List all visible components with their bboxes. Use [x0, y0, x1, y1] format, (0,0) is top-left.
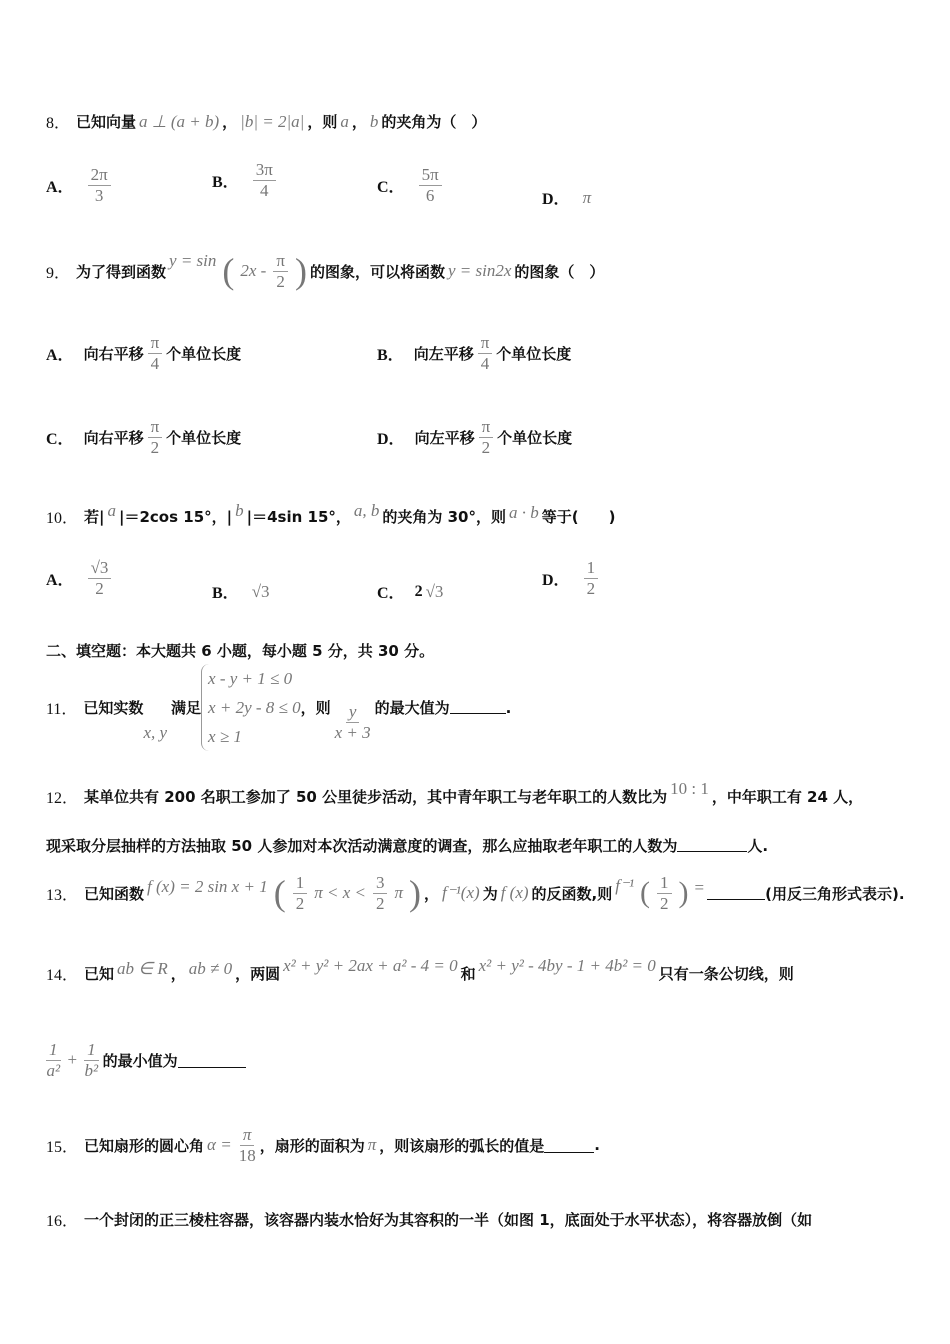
- denominator: b²: [84, 1060, 99, 1080]
- fraction: [657, 873, 672, 913]
- math: y = sin: [169, 251, 217, 270]
- question-text: 和: [460, 965, 476, 983]
- denominator: 2: [150, 437, 160, 457]
- question-text: |＝2cos 15°，|: [119, 508, 233, 526]
- question-15: [46, 1125, 600, 1165]
- option-b[interactable]: [212, 580, 273, 603]
- question-text: 已知扇形的圆心角: [84, 1136, 205, 1155]
- question-text: 的最大值为: [374, 699, 450, 717]
- question-text: 为: [482, 884, 498, 903]
- question-text: ，扇形的面积为: [259, 1136, 365, 1155]
- answer-blank[interactable]: [178, 1067, 246, 1068]
- question-text: ，: [424, 884, 440, 903]
- option-c[interactable]: [377, 580, 446, 603]
- option-label: B．: [377, 346, 404, 364]
- math: x, y: [143, 722, 168, 742]
- question-text: 若|: [84, 508, 105, 526]
- math: a ⊥ (a + b): [139, 111, 220, 131]
- question-text: .: [505, 698, 512, 717]
- option-text: 个单位长度: [496, 344, 572, 363]
- option-d[interactable]: [377, 417, 572, 457]
- numerator: π: [148, 417, 163, 438]
- inequality: x ≥ 1: [208, 727, 242, 746]
- numerator: 2π: [88, 165, 111, 186]
- question-number: 11．: [46, 701, 78, 718]
- math: b: [369, 111, 379, 131]
- fraction: [419, 165, 442, 205]
- numerator: 1: [84, 1040, 99, 1061]
- math: 2x -: [240, 261, 267, 280]
- math: √3: [425, 581, 444, 601]
- option-d[interactable]: [542, 186, 594, 209]
- math: π: [582, 187, 592, 207]
- fraction: [239, 1125, 256, 1165]
- math: f⁻¹(x): [442, 883, 480, 902]
- numerator: 1: [46, 1040, 61, 1061]
- numerator: π: [478, 333, 493, 354]
- option-label: B．: [212, 173, 239, 191]
- question-text: ，中年职工有 24 人，: [711, 788, 864, 806]
- question-text: 的夹角为 30°，则: [382, 508, 506, 526]
- fraction: [479, 417, 494, 457]
- option-label: C．: [377, 585, 405, 602]
- question-text: 等于( ): [541, 508, 616, 526]
- fraction: [148, 417, 163, 457]
- paren: ): [294, 251, 307, 291]
- question-text: 某单位共有 200 名职工参加了 50 公里徒步活动，其中青年职工与老年职工的人数比为: [84, 788, 668, 806]
- option-b[interactable]: [377, 333, 571, 373]
- question-number: 16．: [46, 1213, 79, 1230]
- numerator: π: [240, 1125, 255, 1146]
- denominator: 2: [276, 271, 285, 291]
- question-number: 12．: [46, 790, 79, 807]
- question-number: 15．: [46, 1138, 79, 1156]
- option-text: 个单位长度: [166, 344, 242, 363]
- numerator: 3π: [253, 160, 276, 181]
- math: +: [67, 1050, 78, 1070]
- option-c[interactable]: [46, 417, 241, 457]
- math: a: [340, 111, 349, 131]
- fraction: [373, 873, 388, 913]
- numerator: 1: [293, 873, 308, 894]
- paren: ): [409, 873, 421, 913]
- question-13: [46, 872, 905, 914]
- option-label: B．: [212, 585, 239, 602]
- fraction: [148, 333, 163, 373]
- question-11: [46, 664, 511, 751]
- question-text: 的反函数,则: [531, 884, 613, 903]
- math: α =: [207, 1135, 232, 1155]
- math: a: [107, 500, 116, 520]
- numerator: 1: [657, 873, 672, 894]
- math: =: [694, 878, 705, 897]
- question-text: 的夹角为（ ）: [381, 113, 487, 131]
- math: x² + y² + 2ax + a² - 4 = 0: [283, 955, 458, 975]
- option-a[interactable]: [46, 558, 115, 598]
- option-c[interactable]: [377, 165, 446, 205]
- answer-blank[interactable]: [707, 899, 765, 900]
- question-text: .: [594, 1136, 600, 1155]
- question-text: |＝4sin 15°，: [246, 508, 351, 526]
- fraction: [335, 702, 371, 742]
- denominator: 2: [481, 437, 491, 457]
- numerator: π: [479, 417, 494, 438]
- answer-blank[interactable]: [450, 713, 506, 714]
- numerator: π: [148, 333, 163, 354]
- question-number: 9．: [46, 264, 71, 282]
- question-text: 的图象，可以将函数: [309, 262, 445, 281]
- denominator: 2: [95, 578, 104, 598]
- option-text: 向左平移: [413, 344, 474, 363]
- question-text: 已知实数: [83, 699, 144, 717]
- question-8: [46, 110, 486, 133]
- question-text: 人.: [747, 837, 769, 855]
- fraction: [478, 333, 493, 373]
- section-heading: 二、填空题：本大题共 6 小题，每小题 5 分，共 30 分。: [46, 642, 435, 660]
- option-text: 个单位长度: [166, 428, 242, 447]
- question-text: 的最小值为: [102, 1051, 178, 1070]
- question-text: 的图象（ ）: [514, 262, 605, 281]
- math: ab ≠ 0: [188, 958, 233, 978]
- question-12-line-2: [46, 835, 768, 856]
- question-text: ，则: [307, 113, 338, 131]
- option-a[interactable]: [46, 165, 115, 205]
- fraction: [46, 1040, 61, 1080]
- question-text: 已知函数: [84, 884, 145, 903]
- question-text: 满足: [171, 699, 202, 717]
- denominator: x + 3: [334, 723, 371, 742]
- question-text: 已知: [84, 965, 115, 983]
- question-text: 已知向量: [76, 113, 137, 131]
- numerator: 3: [373, 873, 388, 894]
- option-text: 个单位长度: [497, 428, 573, 447]
- math: x² + y² - 4by - 1 + 4b² = 0: [478, 955, 656, 975]
- inequality: x - y + 1 ≤ 0: [208, 669, 293, 688]
- denominator: 6: [425, 185, 435, 205]
- question-text: ，两圆: [235, 965, 281, 983]
- option-a[interactable]: [46, 333, 241, 373]
- numerator: π: [273, 251, 288, 272]
- math: b: [235, 500, 244, 520]
- denominator: 3: [94, 185, 104, 205]
- fraction: [293, 873, 308, 913]
- question-14-line-2: [46, 1040, 246, 1080]
- denominator: 18: [238, 1145, 256, 1165]
- question-text: (用反三角形式表示).: [765, 884, 905, 903]
- question-9: [46, 250, 604, 292]
- paren: (: [273, 873, 286, 913]
- math: ab ∈ R: [117, 958, 168, 978]
- question-number: 13．: [46, 886, 79, 904]
- fraction: [88, 558, 112, 598]
- paren: (: [640, 876, 651, 909]
- denominator: a²: [46, 1060, 61, 1080]
- denominator: 4: [150, 353, 160, 373]
- question-text: ，: [170, 965, 186, 983]
- math: π: [367, 1135, 377, 1155]
- fraction: [84, 1040, 99, 1080]
- option-label: A．: [46, 346, 74, 364]
- denominator: 4: [259, 180, 269, 200]
- math: f⁻¹: [615, 876, 635, 895]
- math: 10 : 1: [670, 778, 709, 798]
- question-text: 一个封闭的正三棱柱容器，该容器内装水恰好为其容积的一半（如图 1，底面处于水平状态），将容器放倒（如: [84, 1211, 813, 1229]
- math: a · b: [509, 502, 539, 522]
- question-number: 10．: [46, 510, 79, 527]
- answer-blank[interactable]: [544, 1152, 594, 1153]
- question-12: [46, 778, 864, 808]
- numerator: 5π: [419, 165, 442, 186]
- question-number: 8．: [46, 115, 71, 132]
- option-label: D．: [542, 191, 570, 208]
- question-text: 现采取分层抽样的方法抽取 50 人参加对本次活动满意度的调查，那么应抽取老年职工的人数为: [46, 837, 678, 855]
- option-label: D．: [377, 430, 405, 448]
- question-text: ，则: [300, 699, 331, 717]
- option-text: 向右平移: [83, 344, 144, 363]
- math: a, b: [353, 500, 380, 520]
- fraction: [273, 251, 288, 291]
- question-10: [46, 500, 616, 528]
- question-text: ，: [351, 113, 367, 131]
- math: π < x <: [314, 883, 366, 902]
- numerator: √3: [88, 558, 112, 579]
- option-label: C．: [46, 430, 74, 448]
- math: |b| = 2|a|: [240, 111, 305, 131]
- question-16: [46, 1208, 812, 1231]
- math: π: [394, 883, 403, 902]
- math: √3: [251, 581, 270, 601]
- option-label: A．: [46, 178, 74, 196]
- coefficient: 2: [414, 582, 423, 600]
- paren: (: [222, 251, 235, 291]
- option-label: A．: [46, 571, 74, 589]
- question-text: ，则该扇形的弧长的值是: [379, 1136, 545, 1155]
- question-14: [46, 955, 794, 985]
- inequality-system: [201, 664, 301, 751]
- question-text: 为了得到函数: [76, 262, 167, 281]
- math: y = sin2x: [447, 261, 512, 280]
- numerator: y: [346, 702, 360, 723]
- fraction: [584, 558, 599, 598]
- math: f (x): [500, 883, 529, 902]
- question-text: 只有一条公切线，则: [658, 965, 794, 983]
- denominator: 2: [660, 893, 669, 913]
- fraction: [253, 160, 276, 200]
- denominator: 2: [375, 893, 385, 913]
- question-text: ，: [222, 113, 238, 131]
- inequality: x + 2y - 8 ≤ 0: [208, 698, 301, 717]
- answer-blank[interactable]: [677, 851, 747, 852]
- option-label: C．: [377, 178, 405, 196]
- option-label: D．: [542, 571, 570, 589]
- math: f (x) = 2 sin x + 1: [147, 877, 268, 896]
- option-text: 向左平移: [414, 428, 475, 447]
- paren: ): [678, 876, 689, 909]
- denominator: 2: [586, 578, 596, 598]
- fraction: [88, 165, 111, 205]
- option-text: 向右平移: [83, 428, 144, 447]
- denominator: 4: [480, 353, 490, 373]
- denominator: 2: [295, 893, 305, 913]
- numerator: 1: [584, 558, 599, 579]
- option-b[interactable]: [212, 160, 280, 200]
- question-number: 14．: [46, 967, 79, 984]
- option-d[interactable]: [542, 558, 602, 598]
